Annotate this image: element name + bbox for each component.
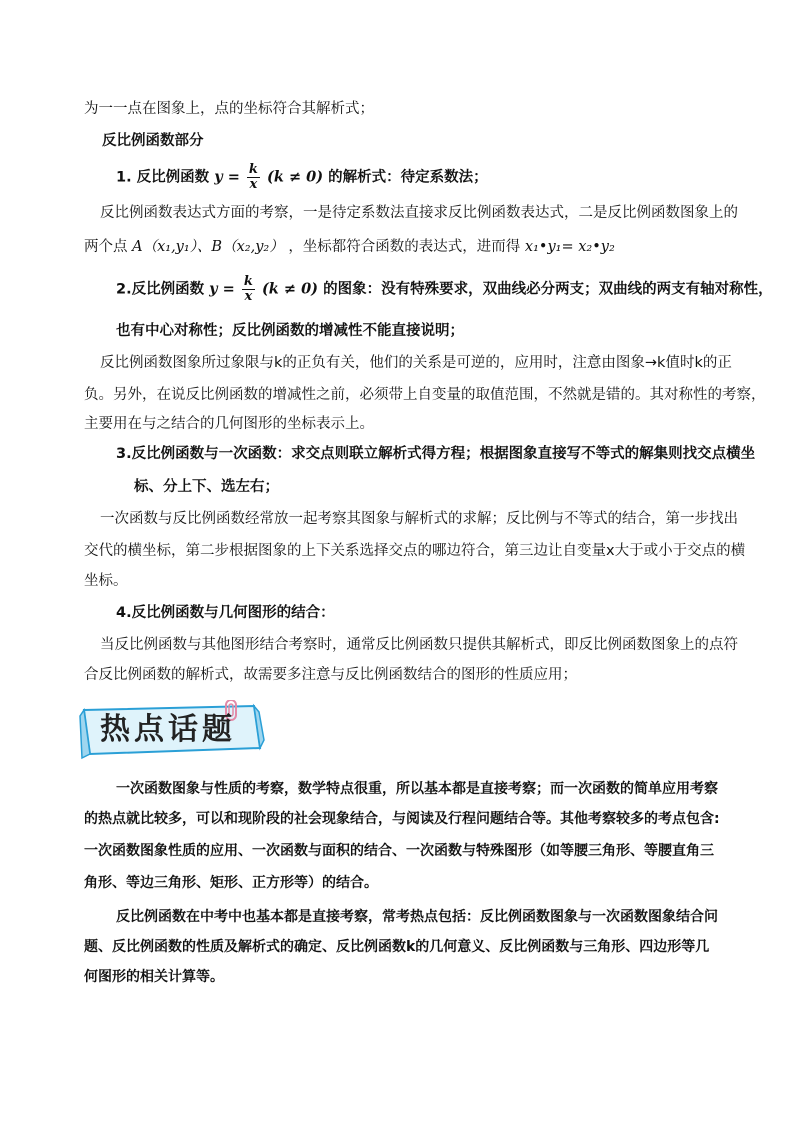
item-3-heading: 3.反比例函数与一次函数：求交点则联立解析式得方程；根据图象直接写不等式的解集则找交点横坐: [116, 446, 756, 462]
item-2-heading: [116, 275, 773, 304]
hot-paragraph-1-line-4: 角形、等边三角形、矩形、正方形等）的结合。: [84, 875, 378, 891]
fraction-denominator: x: [249, 177, 258, 192]
section-heading: 反比例函数部分: [102, 133, 204, 149]
hot-paragraph-1-line-2: 的热点就比较多，可以和现阶段的社会现象结合，与阅读及行程问题结合等。其他考察较多的考点包含:: [84, 811, 720, 827]
hot-paragraph-2-line-3: 何图形的相关计算等。: [84, 969, 224, 985]
fraction-denominator: x: [244, 289, 253, 304]
fraction-k-over-x: [247, 163, 260, 192]
item-1-heading: [116, 163, 488, 192]
formula-y: y =: [209, 280, 235, 298]
fraction-numerator: k: [243, 274, 253, 289]
hot-paragraph-1-line-1: 一次函数图象与性质的考察，数学特点很重，所以基本都是直接考察；而一次函数的简单应用考察: [116, 781, 718, 797]
hot-topic-banner: [76, 700, 266, 762]
formula-y: y =: [214, 168, 240, 186]
text-line: 为一一点在图象上，点的坐标符合其解析式；: [84, 101, 374, 117]
text-line: 反比例函数表达式方面的考察，一是待定系数法直接求反比例函数表达式，二是反比例函数图象上的: [100, 205, 738, 221]
text-line: 一次函数与反比例函数经常放一起考察其图象与解析式的求解；反比例与不等式的结合，第一步找出: [100, 511, 738, 527]
item-3-continuation: 标、分上下、选左右；: [134, 479, 279, 495]
formula-condition: (k ≠ 0): [266, 168, 324, 186]
fraction-numerator: k: [248, 162, 258, 177]
points-formula: A（x₁,y₁）、B（x₂,y₂）: [132, 239, 284, 255]
hot-paragraph-2-line-1: 反比例函数在中考中也基本都是直接考察，常考热点包括：反比例函数图象与一次函数图象结合问: [116, 909, 718, 925]
fraction-k-over-x: [242, 275, 255, 304]
item-1-text: 的解析式：待定系数法；: [328, 169, 488, 186]
text-line: [84, 236, 615, 258]
text-line: 当反比例函数与其他图形结合考察时，通常反比例函数只提供其解析式，即反比例函数图象上的点符: [100, 637, 738, 653]
item-4-heading: 4.反比例函数与几何图形的结合：: [116, 605, 335, 621]
text-line: 主要用在与之结合的几何图形的坐标表示上。: [84, 416, 374, 432]
text-segment: ，坐标都符合函数的表达式，进而得: [288, 239, 521, 255]
text-line: 反比例函数图象所过象限与k的正负有关，他们的关系是可逆的，应用时，注意由图象→k值时k的正: [100, 355, 732, 371]
item-2-text: 的图象：没有特殊要求，双曲线必分两支；双曲线的两支有轴对称性，: [323, 281, 773, 298]
banner-title: 热点话题: [100, 712, 236, 747]
text-line: 负。另外，在说反比例函数的增减性之前，必须带上自变量的取值范围，不然就是错的。其对称性的考察，: [84, 387, 766, 403]
text-line: 坐标。: [84, 573, 128, 589]
text-line: 合反比例函数的解析式，故需要多注意与反比例函数结合的图形的性质应用；: [84, 667, 577, 683]
product-formula: x₁•y₁= x₂•y₂: [524, 239, 615, 255]
item-2-continuation: 也有中心对称性；反比例函数的增减性不能直接说明；: [116, 323, 464, 339]
item-2-label: 2.反比例函数: [116, 281, 205, 298]
text-line: 交代的横坐标，第二步根据图象的上下关系选择交点的哪边符合，第三边让自变量x大于或小于交点的横: [84, 543, 746, 559]
hot-paragraph-1-line-3: 一次函数图象性质的应用、一次函数与面积的结合、一次函数与特殊图形（如等腰三角形、等腰直角三: [84, 843, 714, 859]
text-segment: 两个点: [84, 239, 128, 255]
formula-condition: (k ≠ 0): [261, 280, 319, 298]
item-1-label: 1. 反比例函数: [116, 169, 210, 186]
hot-paragraph-2-line-2: 题、反比例函数的性质及解析式的确定、反比例函数k的几何意义、反比例函数与三角形、四边形等几: [84, 939, 710, 955]
